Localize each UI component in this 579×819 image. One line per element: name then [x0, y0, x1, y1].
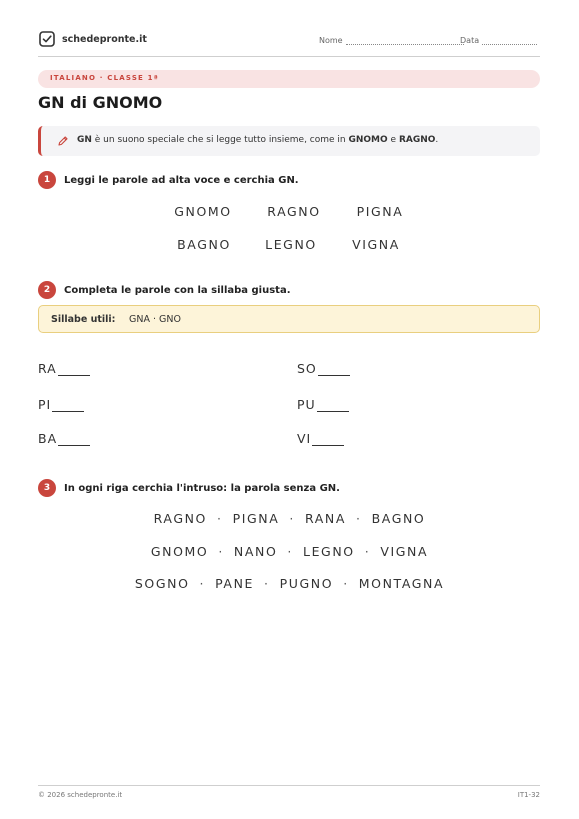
word-item[interactable]: BAGNO — [371, 511, 426, 526]
exercise-instruction: In ogni riga cerchia l'intruso: la parola senza GN. — [64, 482, 340, 494]
syllables-hint-box — [38, 305, 540, 333]
answer-blank[interactable] — [317, 399, 349, 412]
intruder-row: RAGNO · PIGNA · RANA · BAGNO — [153, 511, 426, 526]
intruder-row: GNOMO · NANO · LEGNO · VIGNA — [150, 544, 429, 559]
answer-blank[interactable] — [52, 399, 84, 412]
intruder-row: SOGNO · PANE · PUGNO · MONTAGNA — [134, 576, 445, 591]
exercise-instruction: Completa le parole con la sillaba giusta. — [64, 284, 291, 296]
answer-blank[interactable] — [58, 433, 90, 446]
name-field[interactable] — [319, 36, 464, 45]
date-line — [482, 36, 537, 45]
answer-blank[interactable] — [312, 433, 344, 446]
exercise-1-heading — [38, 171, 299, 189]
word-item[interactable]: GNOMO — [150, 544, 209, 559]
fill-item: RA — [38, 361, 90, 376]
word-item[interactable]: GNOMO — [174, 204, 232, 219]
word-item[interactable]: RANA — [304, 511, 347, 526]
name-line — [346, 36, 464, 45]
date-label: Data — [460, 36, 480, 45]
word-item[interactable]: MONTAGNA — [358, 576, 445, 591]
page-title: GN di GNOMO — [38, 93, 163, 112]
word-item[interactable]: PIGNA — [356, 204, 404, 219]
name-label: Nome — [319, 36, 343, 45]
page-header — [38, 30, 540, 57]
brand-logo — [38, 30, 147, 48]
fill-item: SO — [297, 361, 350, 376]
exercise-2-heading — [38, 281, 291, 299]
word-item[interactable]: LEGNO — [303, 544, 355, 559]
fill-item: PU — [297, 397, 349, 412]
pencil-icon — [57, 135, 69, 147]
word-item[interactable]: PIGNA — [232, 511, 280, 526]
exercise-number: 2 — [38, 281, 56, 299]
word-item[interactable]: VIGNA — [380, 544, 429, 559]
date-field[interactable] — [460, 36, 537, 45]
exercise-3-heading — [38, 479, 340, 497]
checklist-icon — [38, 30, 56, 48]
hint-value: GNA · GNO — [129, 314, 181, 325]
page-footer — [38, 785, 540, 799]
brand-name: schedepronte.it — [62, 33, 147, 45]
fill-item: BA — [38, 431, 90, 446]
answer-blank[interactable] — [58, 363, 90, 376]
answer-blank[interactable] — [318, 363, 350, 376]
info-text: GN è un suono speciale che si legge tutto insieme, come in GNOMO e RAGNO. — [77, 135, 439, 145]
word-item[interactable]: PUGNO — [279, 576, 334, 591]
word-item[interactable]: PANE — [215, 576, 255, 591]
fill-item: VI — [297, 431, 344, 446]
word-item[interactable]: NANO — [233, 544, 278, 559]
exercise-instruction: Leggi le parole ad alta voce e cerchia GN. — [64, 174, 299, 186]
word-item[interactable]: RAGNO — [153, 511, 207, 526]
word-item[interactable]: SOGNO — [134, 576, 190, 591]
exercise-number: 3 — [38, 479, 56, 497]
word-item[interactable]: BAGNO — [177, 237, 231, 252]
exercise-number: 1 — [38, 171, 56, 189]
subject-badge — [38, 70, 540, 88]
footer-code: IT1-32 — [517, 791, 540, 799]
word-item[interactable]: LEGNO — [265, 237, 317, 252]
subject-text: ITALIANO · CLASSE 1ª — [50, 74, 159, 82]
footer-copyright: © 2026 schedepronte.it — [38, 791, 123, 799]
fill-item: PI — [38, 397, 84, 412]
info-box — [38, 126, 540, 156]
word-item[interactable]: RAGNO — [267, 204, 321, 219]
hint-label: Sillabe utili: — [51, 314, 116, 325]
word-item[interactable]: VIGNA — [352, 237, 400, 252]
